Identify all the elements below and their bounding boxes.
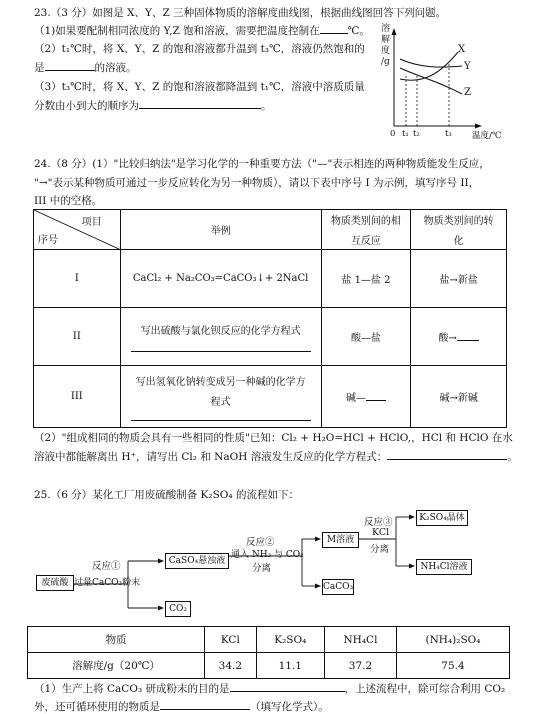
flow-box-caso4: CaSO₄悬浊液 <box>165 553 229 569</box>
header-diagonal-cell <box>34 210 121 250</box>
q24-title-line2: "→"表示某种物质可通过一步反应转化为另一种物质），请以下表中序号 I 为示例，填写序号 II， <box>34 177 480 189</box>
chart-y-label: 溶 解 度 /g <box>381 24 391 67</box>
series-label-z: Z <box>464 87 471 98</box>
table-cell: 11.1 <box>256 653 324 679</box>
q25-title: 25.（6 分）某化工厂用废硫酸制备 K₂SO₄ 的流程如下： <box>34 489 299 501</box>
flow-reaction3-label: 反应③ <box>364 517 393 528</box>
q24-title-line1: 24.（8 分）(1）"比较归纳法"是学习化学的一种重要方法（"—"表示相连的两种物质能发生反应， <box>34 158 490 170</box>
q23-part2-line2: 是 的溶液。 <box>34 62 137 74</box>
table-row <box>28 653 510 679</box>
answer-blank[interactable] <box>139 98 261 109</box>
solubility-chart <box>378 24 518 146</box>
q25-part1-line1: （1）生产上将 CaCO₃ 研成粉末的目的是 ，上述流程中，除可综合利用 CO₂ <box>34 683 506 695</box>
flow-box-caco3: CaCO₃ <box>322 579 354 595</box>
row-relation: 酸—盐 <box>321 308 411 366</box>
answer-blank[interactable] <box>230 681 345 692</box>
q23-part1: （1)如果要配制相同浓度的 Y,Z 饱和溶液，需要把温度控制在 ℃。 <box>34 25 370 37</box>
table-row-label: 溶解度/g（20℃） <box>28 653 205 679</box>
flow-box-co2: CO₂ <box>165 601 191 617</box>
q24-part2-line1: （2）"组成相同的物质会具有一些相同的性质"已知：Cl₂ + H₂O=HCl + HClO,，HCl 和 HClO 在水 <box>34 432 513 444</box>
chart-x-label: 温度/℃ <box>472 131 502 141</box>
flow-reaction3-separate: 分离 <box>370 544 390 555</box>
table-header: NH₄Cl <box>324 627 396 653</box>
q25-part1-line2: 外，还可循环使用的物质是 （填写化学式）。 <box>34 701 329 713</box>
header-item: 项目 <box>81 217 102 228</box>
solubility-table <box>27 626 510 679</box>
table-header: (NH₄)₂SO₄ <box>396 627 509 653</box>
row-example: 写出硫酸与氯化钡反应的化学方程式 <box>120 308 321 366</box>
curve-y <box>400 59 462 67</box>
table-cell: 37.2 <box>324 653 396 679</box>
flow-box-m-solution: M溶液 <box>322 532 359 548</box>
flow-box-nh4cl-solution: NH₄Cl溶液 <box>416 559 472 575</box>
header-number: 序号 <box>38 235 58 246</box>
row-conversion: 酸→ <box>411 308 507 366</box>
row-number: II <box>34 308 121 366</box>
row-relation: 盐 1—盐 2 <box>321 250 411 308</box>
q24-title-line3: III 中的空格。 <box>34 195 103 207</box>
q23-part3-line1: （3）t₃℃时，将 X、Y、Z 的饱和溶液都降温到 t₁℃，溶液中溶质质量 <box>34 81 365 93</box>
answer-blank[interactable] <box>131 351 311 352</box>
flow-reaction2-separate: 分离 <box>252 563 272 574</box>
q23-part2-line1: （2）t₁℃时，将 X、Y、Z 的饱和溶液都升温到 t₃℃，溶液仍然饱和的 <box>34 43 365 55</box>
answer-blank[interactable] <box>366 390 386 401</box>
answer-blank[interactable] <box>160 699 250 710</box>
q23-part3-line2: 分数由小到大的顺序为 。 <box>34 100 272 112</box>
flow-reaction1-reagent: 过量CaCO₃粉末 <box>74 578 141 588</box>
table-header: K₂SO₄ <box>256 627 324 653</box>
answer-blank[interactable] <box>131 420 311 421</box>
table-row <box>28 627 510 653</box>
table-header: 物质 <box>28 627 205 653</box>
row-relation: 碱— <box>321 366 411 428</box>
row-conversion: 盐→新盐 <box>411 250 507 308</box>
comparison-table <box>33 209 507 428</box>
q23-title: 23.（3 分）如图是 X、Y、Z 三种固体物质的溶解度曲线图，根据曲线图回答下列问题。 <box>34 7 447 19</box>
chart-x-tick: 0 <box>390 129 396 139</box>
answer-blank[interactable] <box>320 23 348 34</box>
row-number: I <box>34 250 121 308</box>
table-header: KCl <box>205 627 256 653</box>
table-cell: 75.4 <box>396 653 509 679</box>
flow-reaction2-reagent: 通入 NH₃ 与 CO₂ <box>231 550 304 560</box>
chart-x-tick: t₂ <box>413 129 420 139</box>
flow-reaction1-label: 反应① <box>92 561 121 572</box>
chart-x-tick: t₃ <box>445 129 452 139</box>
row-example: CaCl₂ + Na₂CO₃=CaCO₃↓+ 2NaCl <box>120 250 321 308</box>
answer-blank[interactable] <box>45 60 95 71</box>
series-label-y: Y <box>464 61 471 72</box>
flow-box-k2so4-crystal: K₂SO₄晶体 <box>416 510 468 526</box>
series-label-x: X <box>458 44 466 55</box>
row-number: III <box>34 366 121 428</box>
row-conversion: 碱→新碱 <box>411 366 507 428</box>
curve-z <box>400 68 462 94</box>
table-row <box>34 250 507 308</box>
chart-x-tick: t₁ <box>402 129 409 139</box>
header-conversion: 物质类别间的转 化 <box>411 210 507 250</box>
answer-blank[interactable] <box>387 449 507 460</box>
answer-blank[interactable] <box>457 330 479 341</box>
flow-reaction3-reagent: KCl <box>372 527 390 538</box>
table-row <box>34 366 507 428</box>
flow-reaction2-label: 反应② <box>246 537 275 548</box>
row-example: 写出氢氧化钠转变成另一种碱的化学方 程式 <box>120 366 321 428</box>
q24-part2-line2: 溶液中都能解离出 H⁺，请写出 Cl₂ 和 NaOH 溶液发生反应的化学方程式： 。 <box>34 451 518 463</box>
table-cell: 34.2 <box>205 653 256 679</box>
flow-box-waste-acid: 废硫酸 <box>36 575 74 591</box>
table-row <box>34 308 507 366</box>
header-example: 举例 <box>120 210 321 250</box>
header-relation: 物质类别间的相 互反应 <box>321 210 411 250</box>
